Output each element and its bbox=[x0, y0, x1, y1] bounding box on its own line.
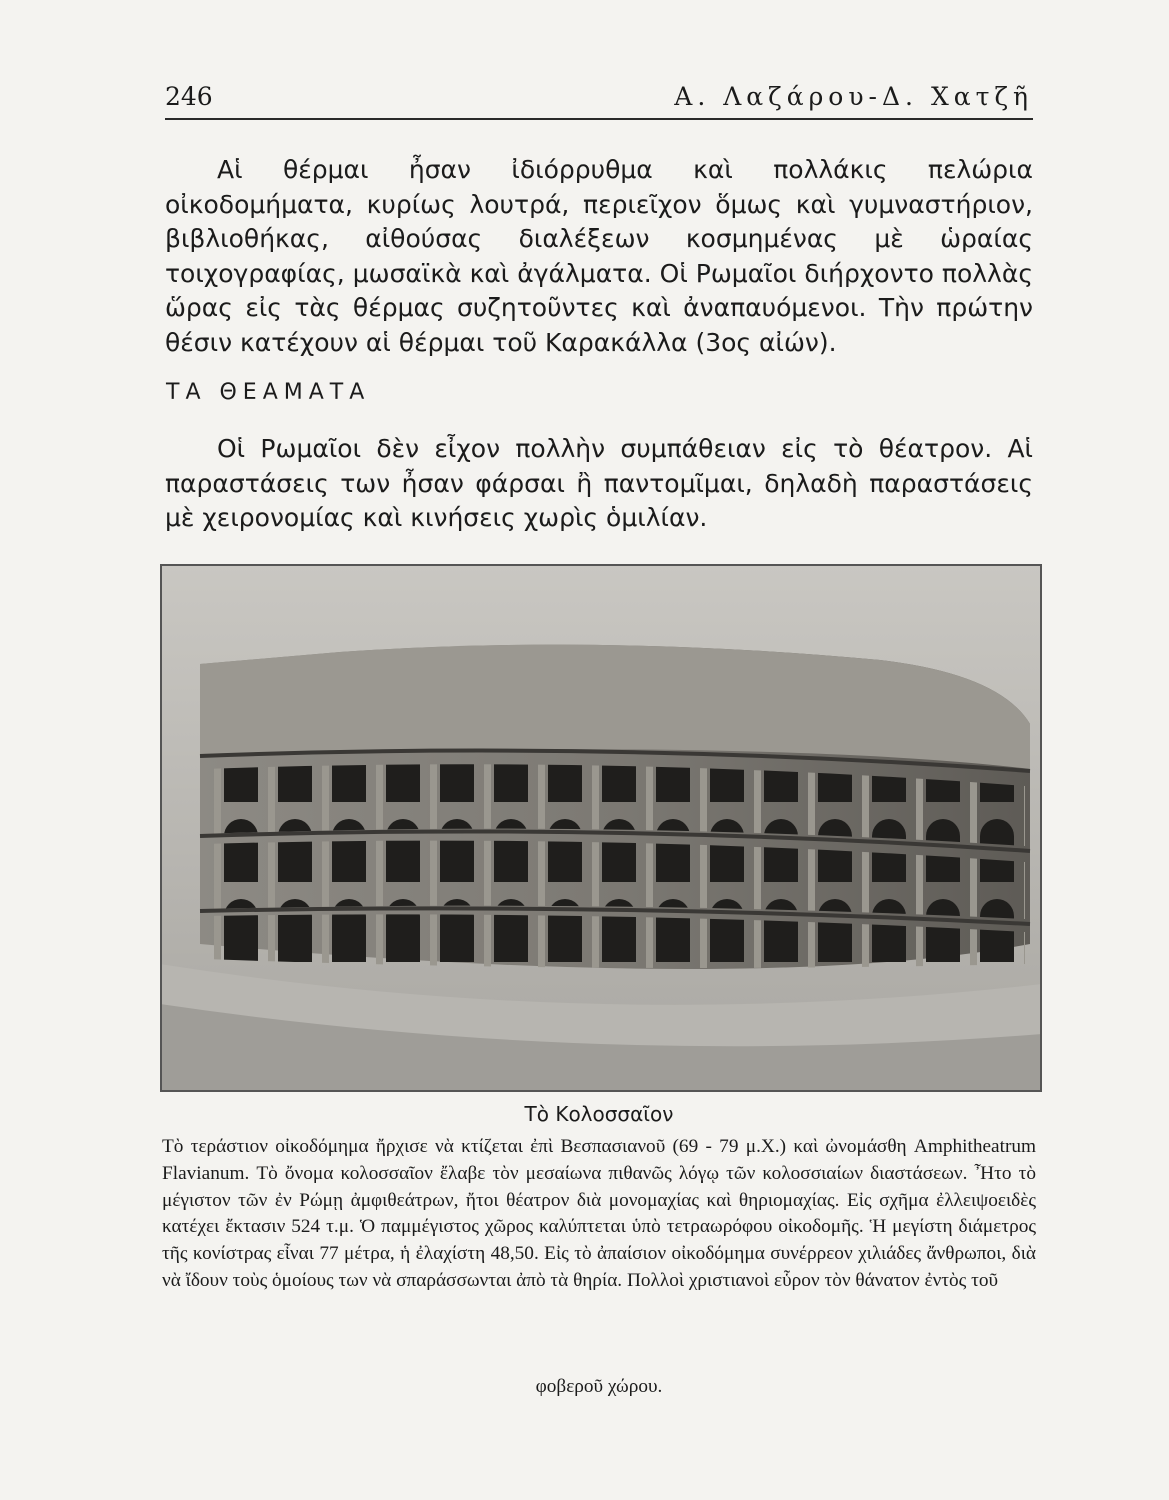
paragraph-spectacles: Οἱ Ρωμαῖοι δὲν εἶχον πολλὴν συμπάθειαν εἰς τὸ θέατρον. Αἱ παραστάσεις των ἦσαν φάρσαι ἢ παντομῖμαι, δηλαδὴ παραστάσεις μὲ χειρονομίας καὶ κινήσεις χωρὶς ὁμιλίαν. bbox=[165, 434, 1033, 532]
figure-title: Τὸ Κολοσσαῖον bbox=[524, 1102, 674, 1126]
section-heading: ΤΑ ΘΕΑΜΑΤΑ bbox=[166, 380, 371, 405]
figure-caption: Τὸ τεράστιον οἰκοδόμημα ἤρχισε νὰ κτίζεται ἐπὶ Βεσπασιανοῦ (69 - 79 μ.Χ.) καὶ ὠνομάσθη Amphitheatrum Flavianum. Τὸ ὄνομα κολοσσαῖον ἔλαβε τὸν μεσαίωνα πιθανῶς λόγῳ τῶν κολοσσιαίων διαστάσεων. Ἦτο τὸ μέγιστον τῶν ἐν Ρώμῃ ἀμφιθεάτρων, ἤτοι θέατρον διὰ μονομαχίας καὶ θηριομαχίας. Εἰς σχῆμα ἐλλειψοειδὲς κατέχει ἔκτασιν 524 τ.μ. Ὁ παμμέγιστος χῶρος καλύπτεται ὑπὸ τετραωρόφου οἰκοδομῆς. Ἡ μεγίστη διάμετρος τῆς κονίστρας εἶναι 77 μέτρα, ἡ ἐλαχίστη 48,50. Εἰς τὸ ἀπαίσιον οἰκοδόμημα συνέρρεον χιλιάδες ἄνθρωποι, διὰ νὰ ἴδουν τοὺς ὁμοίους των νὰ σπαράσσωνται ἀπὸ τὰ θηρία. Πολλοὶ χριστιανοὶ εὗρον τὸν θάνατον ἐντὸς τοῦ bbox=[162, 1136, 1036, 1291]
page-number: 246 bbox=[165, 82, 213, 111]
page-header bbox=[165, 82, 1033, 118]
paragraph-baths: Αἱ θέρμαι ἦσαν ἰδιόρρυθμα καὶ πολλάκις πελώρια οἰκοδομήματα, κυρίως λουτρά, περιεῖχον ὅμως καὶ γυμναστήριον, βιβλιοθήκας, αἰθούσας διαλέξεων κοσμημένας μὲ ὡραίας τοιχογραφίας, μωσαϊκὰ καὶ ἀγάλματα. Οἱ Ρωμαῖοι διήρχοντο πολλὰς ὥρας εἰς τὰς θέρμας συζητοῦντες καὶ ἀναπαυόμενοι. Τὴν πρώτην θέσιν κατέχουν αἱ θέρμαι τοῦ Καρακάλλα (3ος αἰών). bbox=[165, 155, 1033, 357]
header-rule bbox=[165, 118, 1033, 120]
figure-caption-end: φοβεροῦ χώρου. bbox=[535, 1376, 663, 1397]
colosseum-photo bbox=[160, 564, 1042, 1092]
running-head: Α. Λαζάρου-Δ. Χατζῆ bbox=[674, 82, 1033, 111]
